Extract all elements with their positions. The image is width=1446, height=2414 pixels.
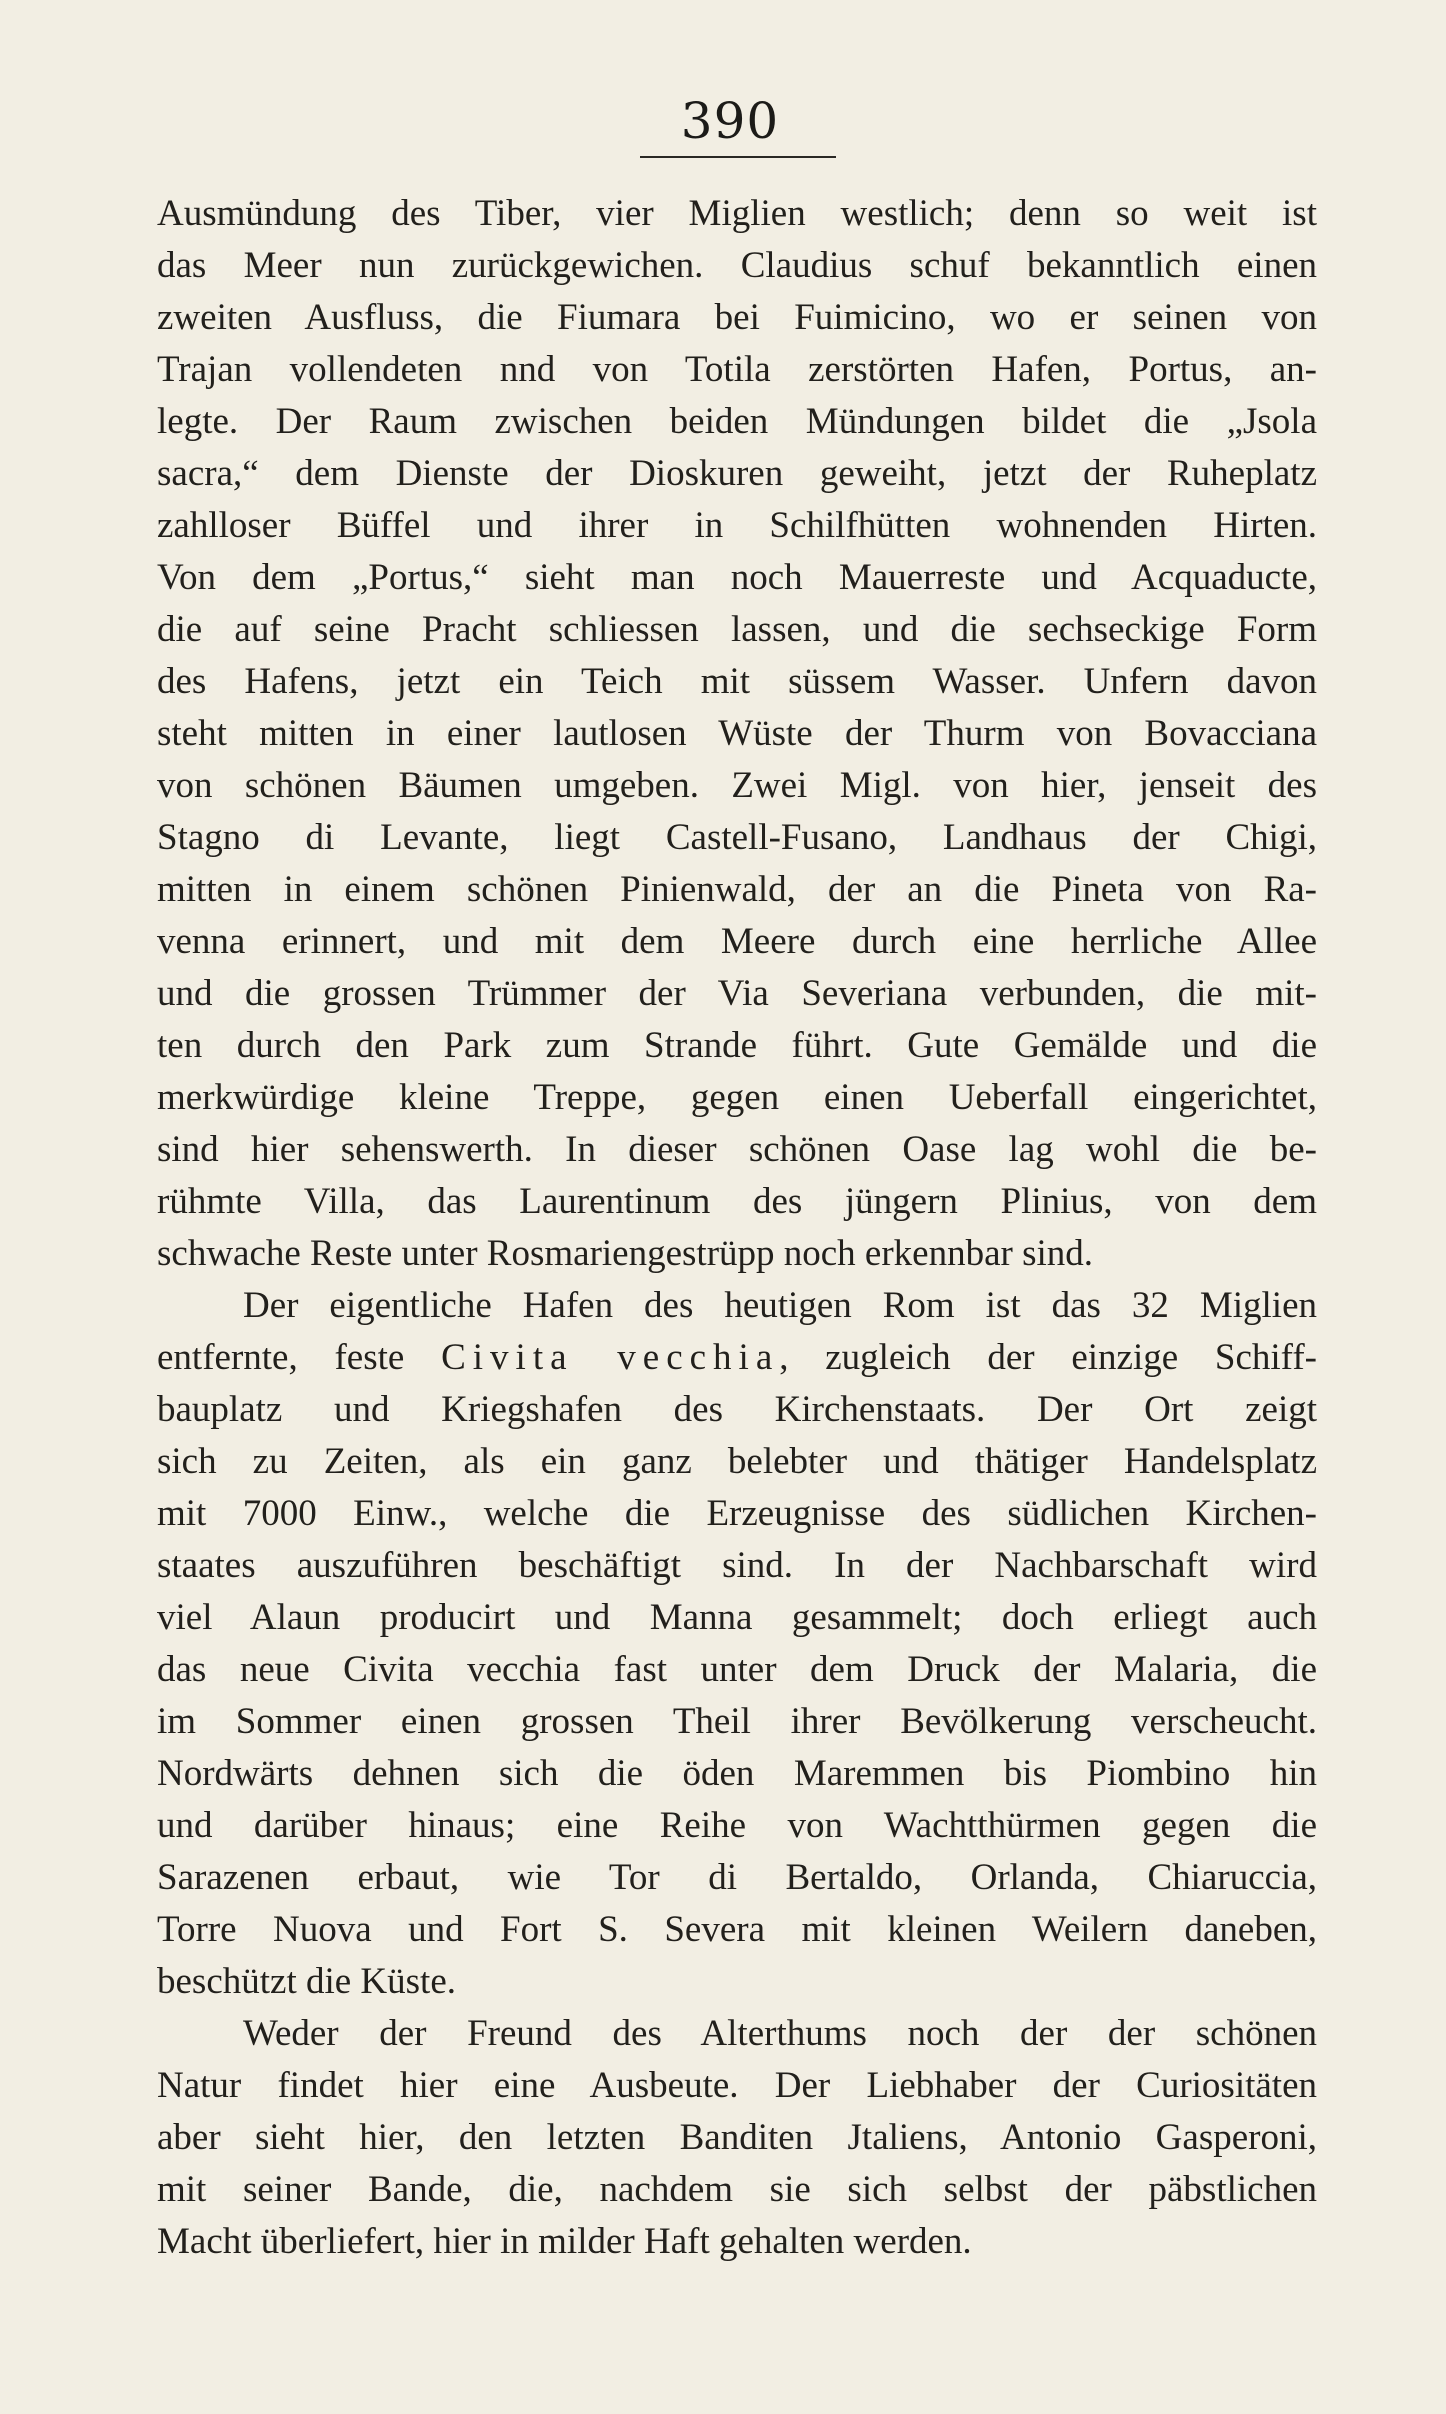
text-line: Von dem „Portus,“ sieht man noch Mauerreste und Acquaducte, bbox=[157, 557, 1317, 598]
text-line: beschützt die Küste. bbox=[157, 1961, 456, 2002]
body-text bbox=[157, 188, 1317, 2268]
text-line: von schönen Bäumen umgeben. Zwei Migl. von hier, jenseit des bbox=[157, 765, 1317, 806]
text-line: Nordwärts dehnen sich die öden Maremmen bis Piombino hin bbox=[157, 1753, 1317, 1794]
text-line: und darüber hinaus; eine Reihe von Wachtthürmen gegen die bbox=[157, 1805, 1317, 1846]
text-line: sacra,“ dem Dienste der Dioskuren geweiht, jetzt der Ruheplatz bbox=[157, 453, 1317, 494]
text-line: und die grossen Trümmer der Via Severiana verbunden, die mit- bbox=[157, 973, 1317, 1014]
text-line: Sarazenen erbaut, wie Tor di Bertaldo, Orlanda, Chiaruccia, bbox=[157, 1857, 1317, 1898]
text-line: mit seiner Bande, die, nachdem sie sich selbst der päbstlichen bbox=[157, 2169, 1317, 2210]
text-line: Natur findet hier eine Ausbeute. Der Liebhaber der Curiositäten bbox=[157, 2065, 1317, 2106]
text-line: viel Alaun producirt und Manna gesammelt; doch erliegt auch bbox=[157, 1597, 1317, 1638]
page-number: 390 bbox=[680, 92, 780, 150]
text-line: des Hafens, jetzt ein Teich mit süssem Wasser. Unfern davon bbox=[157, 661, 1317, 702]
text-line: entfernte, feste Civita vecchia, zugleich der einzige Schiff- bbox=[157, 1337, 1317, 1378]
text-line: Trajan vollendeten nnd von Totila zerstörten Hafen, Portus, an- bbox=[157, 349, 1317, 390]
text-line: Ausmündung des Tiber, vier Miglien westlich; denn so weit ist bbox=[157, 193, 1317, 234]
text-line: venna erinnert, und mit dem Meere durch eine herrliche Allee bbox=[157, 921, 1317, 962]
place-name-spaced: Civita vecchia bbox=[441, 1337, 780, 1378]
text-line: das Meer nun zurückgewichen. Claudius schuf bekanntlich einen bbox=[157, 245, 1317, 286]
paragraph-3 bbox=[157, 2008, 1317, 2268]
text-line: Weder der Freund des Alterthums noch der der schönen bbox=[243, 2013, 1317, 2054]
text-line: steht mitten in einer lautlosen Wüste der Thurm von Bovacciana bbox=[157, 713, 1317, 754]
text-line: bauplatz und Kriegshafen des Kirchenstaats. Der Ort zeigt bbox=[157, 1389, 1317, 1430]
text-line: Torre Nuova und Fort S. Severa mit kleinen Weilern daneben, bbox=[157, 1909, 1317, 1950]
text-line: staates auszuführen beschäftigt sind. In der Nachbarschaft wird bbox=[157, 1545, 1317, 1586]
text-line: zweiten Ausfluss, die Fiumara bei Fuimicino, wo er seinen von bbox=[157, 297, 1317, 338]
text-line: rühmte Villa, das Laurentinum des jüngern Plinius, von dem bbox=[157, 1181, 1317, 1222]
text-line: legte. Der Raum zwischen beiden Mündungen bildet die „Jsola bbox=[157, 401, 1317, 442]
text-line: merkwürdige kleine Treppe, gegen einen Ueberfall eingerichtet, bbox=[157, 1077, 1317, 1118]
paragraph-2 bbox=[157, 1280, 1317, 2008]
text-line: mit 7000 Einw., welche die Erzeugnisse des südlichen Kirchen- bbox=[157, 1493, 1317, 1534]
text-line: die auf seine Pracht schliessen lassen, und die sechseckige Form bbox=[157, 609, 1317, 650]
text-line: das neue Civita vecchia fast unter dem Druck der Malaria, die bbox=[157, 1649, 1317, 1690]
text-line: Macht überliefert, hier in milder Haft gehalten werden. bbox=[157, 2221, 972, 2262]
text-line: sind hier sehenswerth. In dieser schönen Oase lag wohl die be- bbox=[157, 1129, 1317, 1170]
text-line: zahlloser Büffel und ihrer in Schilfhütten wohnenden Hirten. bbox=[157, 505, 1317, 546]
text-line: im Sommer einen grossen Theil ihrer Bevölkerung verscheucht. bbox=[157, 1701, 1317, 1742]
text-line: mitten in einem schönen Pinienwald, der an die Pineta von Ra- bbox=[157, 869, 1317, 910]
text-line: aber sieht hier, den letzten Banditen Jtaliens, Antonio Gasperoni, bbox=[157, 2117, 1317, 2158]
header-rule bbox=[640, 156, 836, 158]
text-line: ten durch den Park zum Strande führt. Gute Gemälde und die bbox=[157, 1025, 1317, 1066]
text-line: Der eigentliche Hafen des heutigen Rom ist das 32 Miglien bbox=[243, 1285, 1317, 1326]
text-line: sich zu Zeiten, als ein ganz belebter und thätiger Handelsplatz bbox=[157, 1441, 1317, 1482]
text-line: schwache Reste unter Rosmariengestrüpp noch erkennbar sind. bbox=[157, 1233, 1094, 1274]
paragraph-1 bbox=[157, 188, 1317, 1280]
text-line: Stagno di Levante, liegt Castell-Fusano, Landhaus der Chigi, bbox=[157, 817, 1317, 858]
